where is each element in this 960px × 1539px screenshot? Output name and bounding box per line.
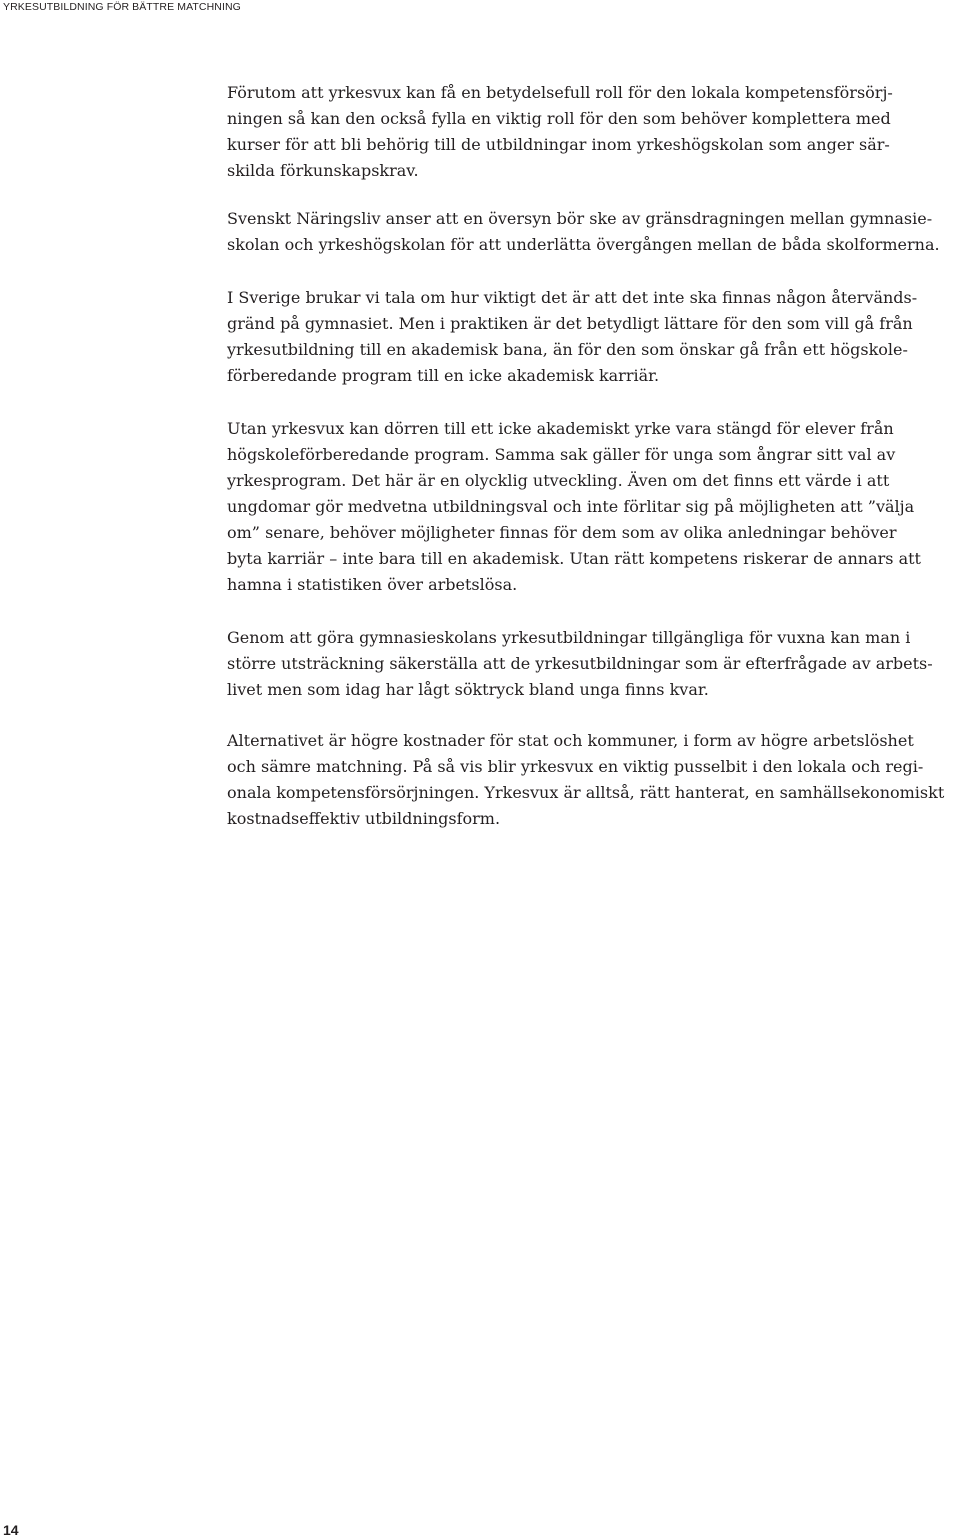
- text-line: skolan och yrkeshögskolan för att underlätta övergången mellan de båda skolformerna.: [227, 235, 940, 254]
- text-line: livet men som idag har lågt söktryck bland unga finns kvar.: [227, 680, 709, 699]
- paragraph: [227, 285, 955, 389]
- paragraph: [227, 80, 955, 184]
- text-line: högskoleförberedande program. Samma sak gäller för unga som ångrar sitt val av: [227, 445, 896, 464]
- text-line: skilda förkunskapskrav.: [227, 161, 419, 180]
- text-line: ungdomar gör medvetna utbildningsval och inte förlitar sig på möjligheten att ”välja: [227, 497, 915, 516]
- text-line: Förutom att yrkesvux kan få en betydelsefull roll för den lokala kompetensförsörj-: [227, 83, 893, 102]
- text-line: yrkesutbildning till en akademisk bana, än för den som önskar gå från ett högskole-: [227, 340, 908, 359]
- text-line: kurser för att bli behörig till de utbildningar inom yrkeshögskolan som anger sär-: [227, 135, 890, 154]
- text-line: ningen så kan den också fylla en viktig roll för den som behöver komplettera med: [227, 109, 891, 128]
- text-line: Utan yrkesvux kan dörren till ett icke akademiskt yrke vara stängd för elever från: [227, 419, 894, 438]
- text-line: och sämre matchning. På så vis blir yrkesvux en viktig pusselbit i den lokala och regi-: [227, 757, 924, 776]
- paragraph: [227, 625, 955, 703]
- paragraph-spacer: [227, 184, 955, 206]
- text-line: Genom att göra gymnasieskolans yrkesutbildningar tillgängliga för vuxna kan man i: [227, 628, 911, 647]
- paragraph-spacer: [227, 258, 955, 285]
- text-line: Svenskt Näringsliv anser att en översyn bör ske av gränsdragningen mellan gymnasie-: [227, 209, 933, 228]
- paragraph-spacer: [227, 598, 955, 625]
- text-line: Alternativet är högre kostnader för stat och kommuner, i form av högre arbetslöshet: [227, 731, 914, 750]
- paragraph: [227, 416, 955, 598]
- text-line: större utsträckning säkerställa att de yrkesutbildningar som är efterfrågade av arbets-: [227, 654, 933, 673]
- text-line: yrkesprogram. Det här är en olycklig utveckling. Även om det finns ett värde i att: [227, 471, 890, 490]
- text-line: onala kompetensförsörjningen. Yrkesvux är alltså, rätt hanterat, en samhällsekonomiskt: [227, 783, 945, 802]
- paragraph: [227, 728, 955, 832]
- paragraph: [227, 206, 955, 258]
- text-line: I Sverige brukar vi tala om hur viktigt det är att det inte ska finnas någon återvänds-: [227, 288, 918, 307]
- text-line: byta karriär – inte bara till en akademisk. Utan rätt kompetens riskerar de annars att: [227, 549, 921, 568]
- body-text: [227, 80, 955, 832]
- text-line: förberedande program till en icke akademisk karriär.: [227, 366, 660, 385]
- paragraph-spacer: [227, 389, 955, 416]
- running-header: YRKESUTBILDNING FÖR BÄTTRE MATCHNING: [3, 1, 241, 13]
- text-line: kostnadseffektiv utbildningsform.: [227, 809, 501, 828]
- page-number: 14: [3, 1522, 19, 1538]
- paragraph-spacer: [227, 703, 955, 728]
- text-line: om” senare, behöver möjligheter finnas för dem som av olika anledningar behöver: [227, 523, 897, 542]
- text-line: hamna i statistiken över arbetslösa.: [227, 575, 518, 594]
- text-line: gränd på gymnasiet. Men i praktiken är det betydligt lättare för den som vill gå från: [227, 314, 913, 333]
